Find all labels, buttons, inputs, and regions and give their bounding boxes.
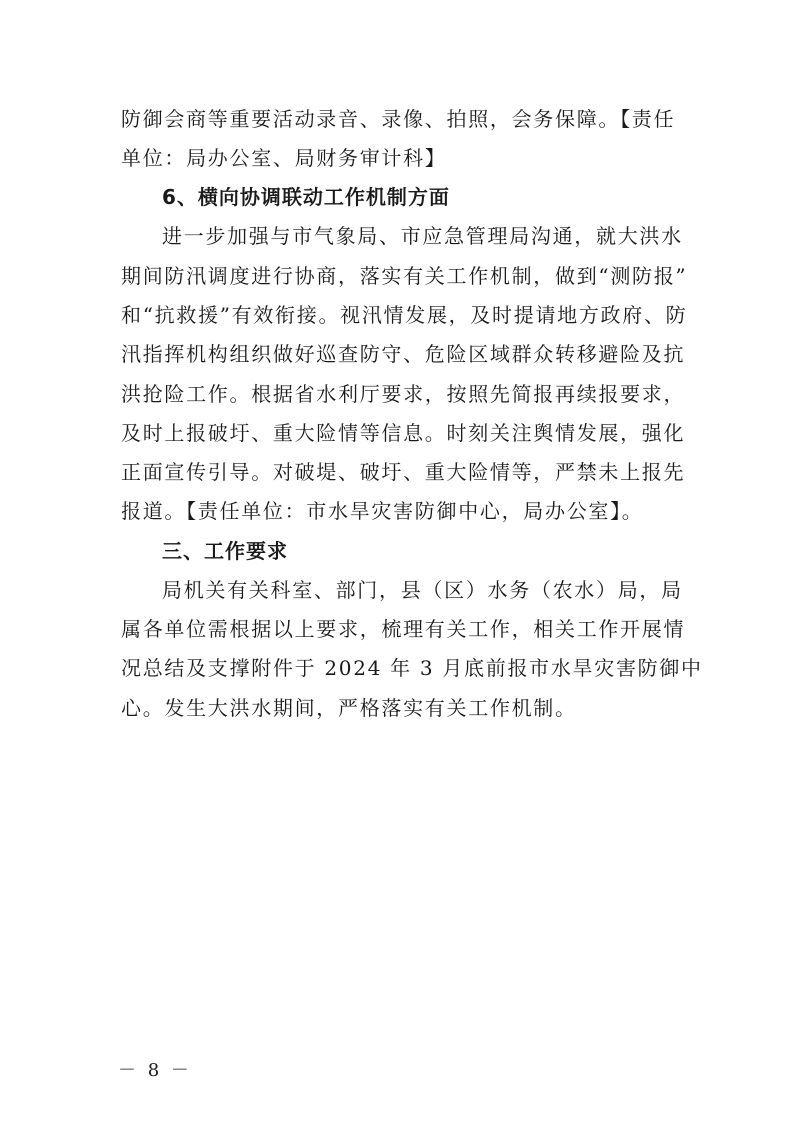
paragraph-line: 防御会商等重要活动录音、录像、拍照，会务保障。【责任	[121, 107, 676, 131]
paragraph-line: 况总结及支撑附件于 2024 年 3 月底前报市水旱灾害防御中	[121, 656, 703, 680]
paragraph-line: 洪抢险工作。根据省水利厅要求，按照先简报再续报要求，	[121, 382, 686, 406]
paragraph-line: 正面宣传引导。对破堤、破圩、重大险情等，严禁未上报先	[121, 460, 686, 484]
paragraph-line: 属各单位需根据以上要求，梳理有关工作，相关工作开展情	[121, 617, 686, 641]
paragraph-line: 和“抗救援”有效衔接。视汛情发展，及时提请地方政府、防	[121, 303, 688, 327]
section-heading: 6、横向协调联动工作机制方面	[162, 185, 450, 209]
section-heading: 三、工作要求	[162, 539, 288, 563]
paragraph-line: 期间防汛调度进行协商，落实有关工作机制，做到“测防报”	[121, 264, 688, 288]
paragraph-line: 单位：局办公室、局财务审计科】	[121, 146, 447, 170]
paragraph-line: 进一步加强与市气象局、市应急管理局沟通，就大洪水	[162, 224, 683, 248]
paragraph-line: 报道。【责任单位：市水旱灾害防御中心，局办公室】。	[121, 499, 644, 523]
page-number: － 8 －	[118, 1060, 192, 1081]
paragraph-line: 心。发生大洪水期间，严格落实有关工作机制。	[121, 696, 577, 720]
paragraph-line: 局机关有关科室、部门，县（区）水务（农水）局，局	[162, 578, 683, 602]
paragraph-line: 汛指挥机构组织做好巡查防守、危险区域群众转移避险及抗	[121, 342, 686, 366]
paragraph-line: 及时上报破圩、重大险情等信息。时刻关注舆情发展，强化	[121, 421, 686, 445]
